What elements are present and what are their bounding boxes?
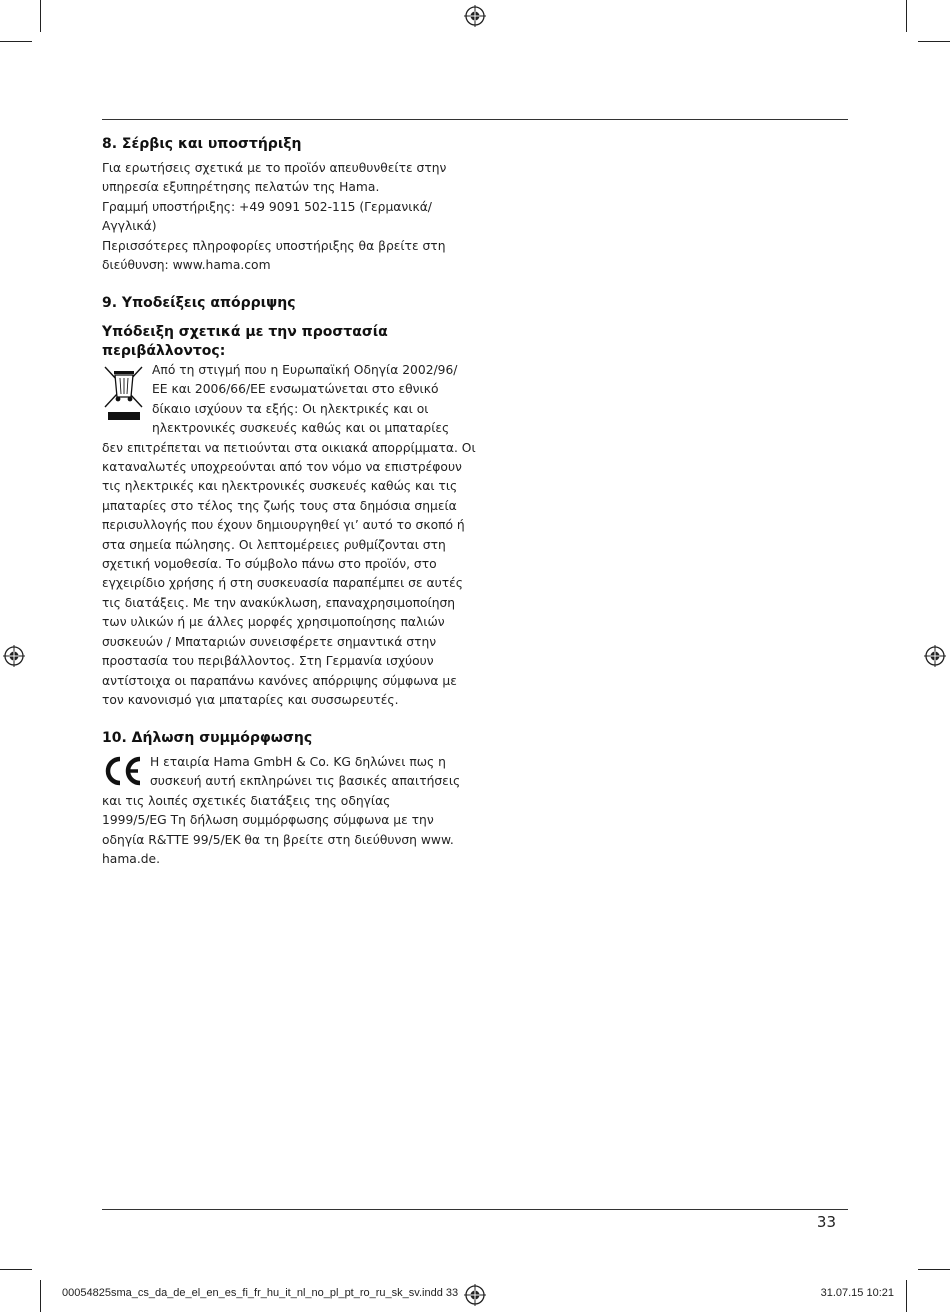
section-declaration-of-conformity	[102, 729, 464, 869]
subheading: Υπόδειξη σχετικά με την προστασία	[102, 324, 388, 340]
paragraph-line: των υλικών ή με άλλες μορφές χρησιμοποίησης παλιών	[102, 615, 445, 630]
paragraph-line: Γραμμή υποστήριξης: +49 9091 502-115 (Γερμανικά/	[102, 199, 432, 214]
crop-mark	[0, 41, 32, 42]
paragraph-line: δίκαιο ισχύουν τα εξής: Οι ηλεκτρικές και οι	[152, 401, 429, 416]
paragraph-line: ΕΕ και 2006/66/ΕΕ ενσωματώνεται στο εθνικό	[152, 382, 439, 397]
conformity-body	[102, 753, 464, 869]
crop-mark	[40, 1280, 41, 1312]
paragraph-line: στα σημεία πώλησης. Οι λεπτομέρειες ρυθμίζονται στη	[102, 537, 446, 552]
paragraph-line: αντίστοιχα οι παραπάνω κανόνες απόρριψης σύμφωνα με	[102, 673, 457, 688]
paragraph-line: μπαταρίες στο τέλος της ζωής τους στα δημόσια σημεία	[102, 498, 457, 513]
paragraph-line: συσκευών / Μπαταριών συνεισφέρετε σημαντικά στην	[102, 634, 437, 649]
registration-mark-icon	[3, 645, 25, 667]
section-heading: 9. Υποδείξεις απόρριψης	[102, 295, 296, 311]
paragraph-line: συσκευή αυτή εκπληρώνει τις βασικές απαιτήσεις	[150, 774, 461, 789]
crop-mark	[40, 0, 41, 32]
registration-mark-icon	[924, 645, 946, 667]
paragraph-line: τις ηλεκτρικές και ηλεκτρονικές συσκευές καθώς και τις	[102, 479, 458, 494]
section-service-support	[102, 135, 464, 275]
registration-mark-icon	[464, 5, 486, 27]
crop-mark	[906, 1280, 907, 1312]
paragraph-line: καταναλωτές υποχρεούνται από τον νόμο να επιστρέφουν	[102, 460, 462, 475]
paragraph-line: σχετική νομοθεσία. Το σύμβολο πάνω στο προϊόν, στο	[102, 557, 437, 572]
paragraph-line: προστασία του περιβάλλοντος. Στη Γερμανία ισχύουν	[102, 654, 434, 669]
paragraph-line: Η εταιρία Hama GmbH & Co. KG δηλώνει πως η	[150, 755, 446, 769]
paragraph-line: Για ερωτήσεις σχετικά με το προϊόν απευθυνθείτε στην	[102, 161, 447, 175]
ce-mark-icon	[102, 753, 144, 791]
paragraph-line: οδηγία R&TTE 99/5/ΕΚ θα τη βρείτε στη διεύθυνση www.	[102, 832, 454, 847]
crop-mark	[918, 41, 950, 42]
crossed-out-wheelie-bin-icon	[102, 363, 146, 423]
paragraph-line: τις διατάξεις. Με την ανακύκλωση, επαναχρησιμοποίηση	[102, 595, 456, 610]
crop-mark	[906, 0, 907, 32]
registration-mark-icon	[464, 1284, 486, 1306]
paragraph-line: εγχειρίδιο χρήσης ή στη συσκευασία παραπέμπει σε αυτές	[102, 576, 463, 591]
paragraph-line: δεν επιτρέπεται να πετιούνται στα οικιακά απορρίμματα. Οι	[102, 440, 476, 455]
footer-rule	[102, 1209, 848, 1210]
crop-mark	[0, 1269, 32, 1270]
paragraph-line: υπηρεσία εξυπηρέτησης πελατών της Hama.	[102, 180, 380, 195]
paragraph-line: Από τη στιγμή που η Ευρωπαϊκή Οδηγία 2002/96/	[152, 363, 458, 377]
subheading: περιβάλλοντος:	[102, 343, 226, 359]
section-heading: 10. Δήλωση συμμόρφωσης	[102, 730, 313, 746]
section-disposal	[102, 294, 476, 710]
paragraph-line: τον κανονισμό για μπαταρίες και συσσωρευτές.	[102, 692, 399, 707]
paragraph-line: Περισσότερες πληροφορίες υποστήριξης θα βρείτε στη	[102, 238, 446, 253]
paragraph-line: και τις λοιπές σχετικές διατάξεις της οδηγίας	[102, 793, 391, 808]
disposal-body	[102, 361, 476, 710]
print-slug-timestamp: 31.07.15 10:21	[820, 1287, 894, 1299]
crop-mark	[918, 1269, 950, 1270]
paragraph-line: Αγγλικά)	[102, 219, 157, 234]
print-slug-filename: 00054825sma_cs_da_de_el_en_es_fi_fr_hu_it_nl_no_pl_pt_ro_ru_sk_sv.indd 33	[62, 1287, 459, 1299]
section-heading: 8. Σέρβις και υποστήριξη	[102, 136, 302, 152]
paragraph-line: 1999/5/EG Τη δήλωση συμμόρφωσης σύμφωνα με την	[102, 813, 434, 828]
paragraph-line: ηλεκτρονικές συσκευές καθώς και οι μπαταρίες	[152, 421, 450, 436]
paragraph-line: περισυλλογής που έχουν δημιουργηθεί γι’ αυτό το σκοπό ή	[102, 518, 465, 533]
paragraph-line: hama.de.	[102, 852, 161, 867]
header-rule	[102, 119, 848, 120]
page-number: 33	[816, 1213, 836, 1231]
paragraph-line: διεύθυνση: www.hama.com	[102, 258, 271, 273]
